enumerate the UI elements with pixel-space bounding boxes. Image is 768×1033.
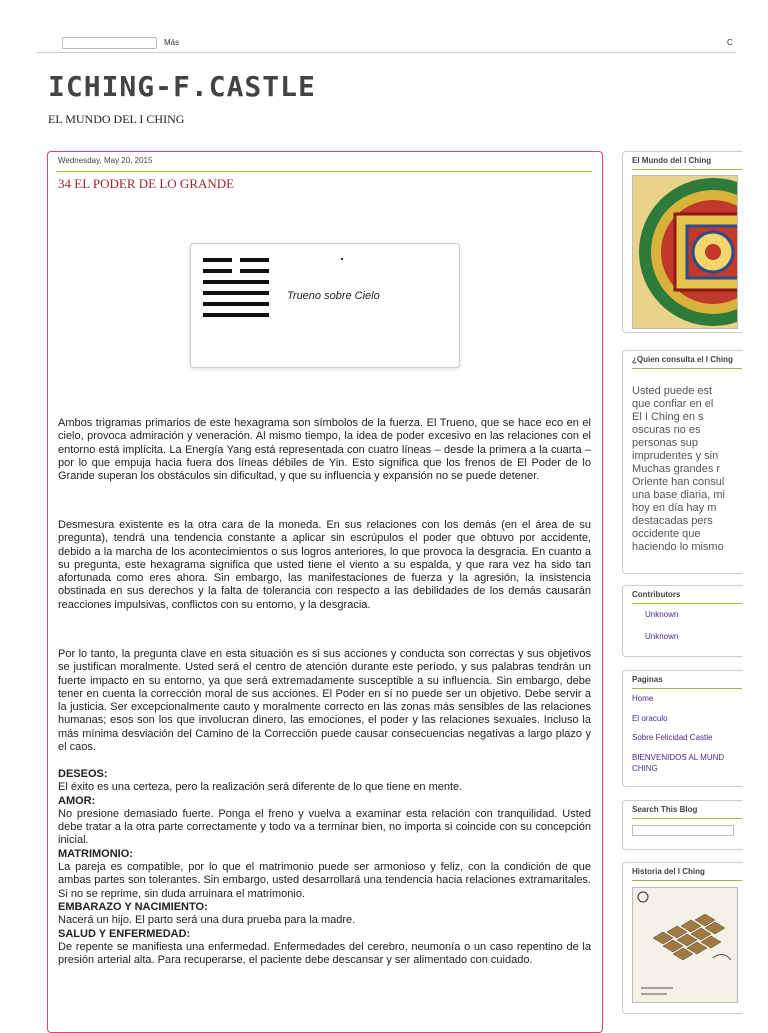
hexagram-yin-line — [203, 269, 232, 273]
hexagram-caption: Trueno sobre Cielo — [287, 290, 380, 302]
widget-title: Search This Blog — [632, 805, 698, 814]
section-text: El éxito es una certeza, pero la realización será diferente de lo que tiene en mente. — [58, 781, 463, 794]
page-link-sobre[interactable]: Sobre Felicidad Castle — [632, 733, 713, 742]
mandala-image[interactable] — [632, 175, 738, 329]
section-label: MATRIMONIO: — [58, 847, 133, 860]
post-paragraph: Por lo tanto, la pregunta clave en esta situación es si sus acciones y conducta son correctas y sus objetivos se justifican moralmente. Usted será el centro de atención durante este período, y sus palabras tendrán un fuerte impacto en su entorno, ya que será extremadamente susceptible a su influencia. Sin embargo, debe tener en cuenta la corrección moral de sus acciones. El Poder en sí no puede ser un objetivo. Debe servir a la justicia. Ser excepcionalmente cauto y moralmente correcto en las zonas más sensibles de las relaciones humanas; esos son los que involucran dinero, las emociones, el poder y las relaciones sexuales. Incluso la más mínima desviación del Camino de la Corrección puede causar consecuencias negativas a largo plazo y el caos. — [58, 648, 591, 754]
section-label: EMBARAZO Y NACIMIENTO: — [58, 900, 208, 913]
contributor-link[interactable]: Unknown — [645, 632, 679, 641]
section-text: De repente se manifiesta una enfermedad. Enfermedades del cerebro, neumonía o un caso repentino de la presión arterial alta. Para recuperarse, el paciente debe descansar y ser alimentado con cuidado. — [58, 940, 591, 967]
historia-image[interactable] — [632, 887, 738, 1003]
page-link-bienvenidos[interactable]: BIENVENIDOS AL MUND — [632, 753, 725, 762]
widget-divider — [632, 688, 742, 689]
sidebar-widget-mundo — [622, 151, 743, 333]
page-link-home[interactable]: Home — [632, 694, 654, 703]
widget-divider — [632, 818, 742, 819]
section-label: SALUD Y ENFERMEDAD: — [58, 927, 191, 940]
hexagram-yang-line — [203, 313, 269, 317]
widget-divider — [632, 603, 742, 604]
date-divider — [56, 171, 592, 172]
widget-title: Historia del I Ching — [632, 867, 705, 876]
historia-graphic — [633, 888, 737, 1002]
navbar-search-input[interactable] — [62, 37, 157, 49]
section-text: No presione demasiado fuerte. Ponga el freno y vuelva a examinar esta relación con tranquilidad. Usted debe tratar a la otra parte correctamente y todo va a terminar bien, no importa si coincide con su concepción inicial. — [58, 807, 591, 847]
mandala-graphic — [633, 176, 737, 328]
hexagram-yang-line — [203, 280, 269, 284]
section-label: DESEOS: — [58, 768, 108, 780]
post-sections — [58, 768, 591, 967]
sidebar-widget-historia — [622, 862, 743, 1014]
widget-title: El Mundo del I Ching — [632, 156, 712, 165]
sidebar-widget-search — [622, 800, 743, 850]
sidebar-widget-paginas — [622, 670, 743, 787]
post-title[interactable]: 34 EL PODER DE LO GRANDE — [58, 176, 235, 191]
post-paragraph: Desmesura existente es la otra cara de la moneda. En sus relaciones con los demás (en el área de su pregunta), tendrá una tendencia constante a aplicar sin escrúpulos el poder que obtuvo por accidente, debido a la marcha de los acontecimientos o sus logros anteriores, lo que provoca la desgracia. En cuanto a su pregunta, este hexagrama significa que usted tiene el viento a su espalda, y que rara vez ha sido tan afortunada como eres ahora. Sin embargo, las manifestaciones de fuerza y la agresión, la insistencia obstinada en sus derechos y la falta de tolerancia con respecto a las debilidades de los demás causarán reacciones impulsivas, conflictos con su entorno, y la desgracia. — [58, 519, 591, 611]
contributor-link[interactable]: Unknown — [645, 610, 679, 619]
hexagram-yang-line — [203, 302, 269, 306]
page-link-bienvenidos-cont[interactable]: CHING — [632, 764, 658, 773]
widget-title: ¿Quien consulta el I Ching — [632, 355, 733, 364]
section-text: Nacerá un hijo. El parto será una dura prueba para la madre. — [58, 914, 356, 927]
section-text: La pareja es compatible, por lo que el matrimonio puede ser armonioso y feliz, con la condición de que ambas partes son tolerantes. Sin embargo, usted desarrollará una tendencia hacia relaciones extramaritales. Si no se reprime, sin duda arruinara el matrimonio. — [58, 861, 591, 900]
widget-title: Paginas — [632, 675, 663, 684]
blogger-navbar — [36, 34, 736, 53]
navbar-right-link[interactable]: C — [727, 38, 733, 47]
widget-divider — [632, 880, 742, 881]
widget-divider — [632, 368, 742, 369]
sidebar-widget-quien — [622, 350, 743, 574]
widget-title: Contributors — [632, 590, 681, 599]
post-paragraph: Ambos trigramas primarios de este hexagrama son símbolos de la fuerza. El Trueno, que se hace eco en el cielo, provoca admiración y veneración. Al mismo tiempo, la idea de poder excesivo en las relaciones con el entorno está implícita. La Energía Yang está representada con cuatro líneas – desde la primera a la cuarta – por lo que empuja hacia fuera dos líneas débiles de Yin. Esto significa que los frenos de El Poder de lo Grande superan los obstáculos sin dificultad, y que su influencia y expansión no se puede detener. — [58, 417, 591, 483]
blog-search-input[interactable] — [632, 825, 734, 836]
hexagram-yin-line — [240, 269, 269, 273]
hexagram-image[interactable] — [190, 243, 460, 368]
blog-title[interactable]: ICHING-F.CASTLE — [48, 70, 316, 103]
widget-divider — [632, 169, 742, 170]
main-post-area — [47, 151, 603, 1033]
hexagram-yin-line — [240, 258, 269, 262]
sidebar-widget-contributors — [622, 585, 743, 657]
navbar-more-link[interactable]: Más — [164, 38, 180, 47]
hexagram-yang-line — [203, 291, 269, 295]
post-date: Wednesday, May 20, 2015 — [58, 156, 153, 165]
page-link-oraculo[interactable]: El oraculo — [632, 714, 668, 723]
hexagram-yin-line — [203, 258, 232, 262]
blog-description: EL MUNDO DEL I CHING — [48, 112, 185, 126]
section-label: AMOR: — [58, 794, 96, 807]
image-dot — [341, 258, 343, 260]
widget-text: Usted puede est que confiar en el El I Ching en s oscuras no es personas sup imprudentes y sin Muchas grandes r Oriente han consul una base diaria, mi hoy en día hay m destacadas pers occidente que haciendo lo mismo — [632, 385, 725, 553]
